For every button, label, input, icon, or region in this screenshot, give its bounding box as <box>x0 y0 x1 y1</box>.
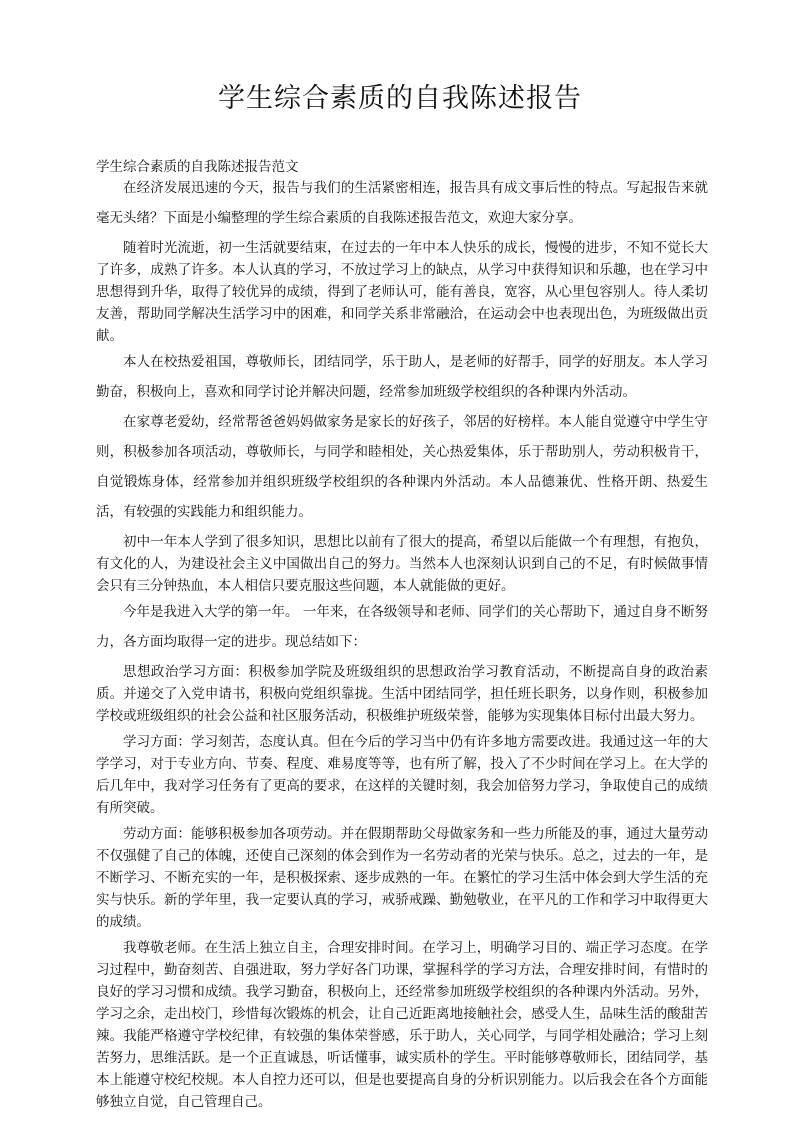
paragraph-university: 今年是我进入大学的第一年。 一年来，在各级领导和老师、同学们的关心帮助下，通过自身不断努力，各方面均取得一定的进步。现总结如下： <box>96 604 708 650</box>
page-title: 学生综合素质的自我陈述报告 <box>218 83 582 114</box>
paragraph-growth: 随着时光流逝，初一生活就要结束，在过去的一年中本人快乐的成长，慢慢的进步，不知不觉长大了许多，成熟了许多。本人认真的学习，不放过学习上的缺点，从学习中获得知识和乐趣，也在学习中思想得到升华，取得了较优异的成绩，得到了老师认可，能有善良，宽容，从心里包容别人。待人柔切友善，帮助同学解决生活学习中的困难，和同学关系非常融洽，在运动会中也表现出色，为班级做出贡献。 <box>96 240 708 344</box>
paragraph-intro: 在经济发展迅速的今天，报告与我们的生活紧密相连，报告具有成文事后性的特点。写起报告来就毫无头绪？下面是小编整理的学生综合素质的自我陈述报告范文，欢迎大家分享。 <box>96 180 708 226</box>
paragraph-teacher: 我尊敬老师。在生活上独立自主，合理安排时间。在学习上，明确学习目的、端正学习态度。在学习过程中，勤奋刻苦、自强进取，努力学好各门功课，掌握科学的学习方法，合理安排时间，有惜时的良好的学习习惯和成绩。我学习勤奋，积极向上，还经常参加班级学校组织的各种课内外活动。另外，学习之余，走出校门，珍惜每次锻炼的机会，让自己近距离地接触社会，感受人生，品味生活的酸甜苦辣。我能严格遵守学校纪律，有较强的集体荣誉感，乐于助人，关心同学，与同学相处融洽；学习上刻苦努力，思维活跃。是一个正直诚恳，听话懂事，诚实质朴的学生。平时能够尊敬师长，团结同学，基本上能遵守校纪校规。本人自控力还可以，但是也要提高自身的分析识别能力。以后我会在各个方面能够独立自觉，自己管理自己。 <box>96 940 708 1110</box>
document-body <box>96 173 708 1113</box>
document-subtitle: 学生综合素质的自我陈述报告范文 <box>96 159 299 175</box>
paragraph-home: 在家尊老爱幼，经常帮爸爸妈妈做家务是家长的好孩子，邻居的好榜样。本人能自觉遵守中学生守则，积极参加各项活动，尊敬师长，与同学和睦相处，关心热爱集体，乐于帮助别人，劳动积极肯干，自觉锻炼身体，经常参加并组织班级学校组织的各种课内外活动。本人品德兼优、性格开朗、热爱生活，有较强的实践能力和组织能力。 <box>96 414 708 520</box>
paragraph-politics: 思想政治学习方面：积极参加学院及班级组织的思想政治学习教育活动，不断提高自身的政治素质。并递交了入党申请书，积极向党组织靠拢。生活中团结同学，担任班长职务，以身作则，积极参加学校或班级组织的社会公益和社区服务活动，积极维护班级荣誉，能够为实现集体目标付出最大努力。 <box>96 664 708 724</box>
paragraph-school: 本人在校热爱祖国，尊敬师长，团结同学，乐于助人，是老师的好帮手，同学的好朋友。本人学习勤奋，积极向上，喜欢和同学讨论并解决问题，经常参加班级学校组织的各种课内外活动。 <box>96 354 708 400</box>
paragraph-knowledge: 初中一年本人学到了很多知识，思想比以前有了很大的提高，希望以后能做一个有理想，有抱负，有文化的人，为建设社会主义中国做出自己的努力。当然本人也深刻认识到自己的不足，有时候做事情会只有三分钟热血，本人相信只要克服这些问题，本人就能做的更好。 <box>96 534 708 594</box>
paragraph-labor: 劳动方面：能够积极参加各项劳动。并在假期帮助父母做家务和一些力所能及的事，通过大量劳动不仅强健了自己的体魄，还使自己深刻的体会到作为一名劳动者的光荣与快乐。总之，过去的一年，是不断学习、不断充实的一年，是积极探索、逐步成熟的一年。在繁忙的学习生活中体会到大学生活的充实与快乐。新的学年里，我一定要认真的学习，戒骄戒躁、勤勉敬业，在平凡的工作和学习中取得更大的成绩。 <box>96 826 708 930</box>
paragraph-study: 学习方面：学习刻苦，态度认真。但在今后的学习当中仍有许多地方需要改进。我通过这一年的大学学习，对于专业方向、节奏、程度、难易度等等，也有所了解，投入了不少时间在学习上。在大学的后几年中，我对学习任务有了更高的要求，在这样的关键时刻，我会加倍努力学习，争取使自己的成绩有所突破。 <box>96 734 708 816</box>
